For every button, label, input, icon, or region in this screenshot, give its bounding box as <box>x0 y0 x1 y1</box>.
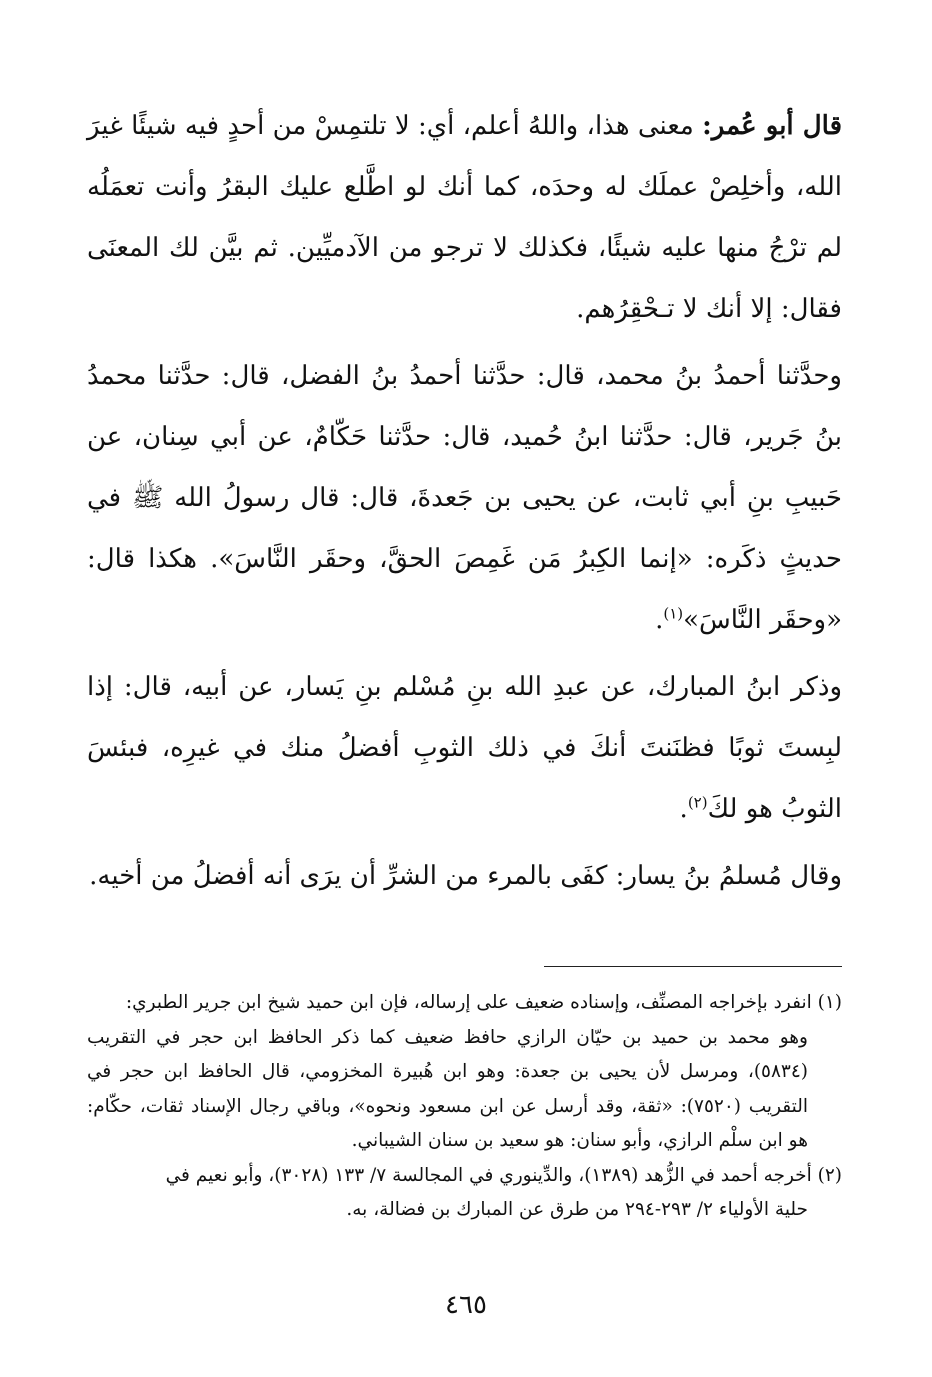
footnote-ref-1[interactable]: (١) <box>663 604 684 623</box>
footnotes <box>87 986 842 1228</box>
footnote-divider <box>544 966 842 967</box>
paragraph-3-text: وذكر ابنُ المبارك، عن عبدِ الله بنِ مُسْلم بنِ يَسار، عن أبيه، قال: إذا لبِستَ ثوبًا فظنَنتَ أنكَ في ذلك الثوبِ أفضلُ منك في غيرِه، فبئسَ الثوبُ هو لكَ <box>87 672 842 824</box>
footnote-1-first-line: (١) انفرد بإخراجه المصنِّف، وإسناده ضعيف على إرساله، فإن ابن حميد شيخ ابن جرير الطبري: <box>125 992 842 1013</box>
footnote-2-text: حلية الأولياء ٢/ ٢٩٣-٢٩٤ من طرق عن المبارك بن فضالة، به. <box>346 1199 808 1220</box>
paragraph-2 <box>87 346 842 651</box>
paragraph-4-text: وقال مُسلمُ بنُ يسار: كفَى بالمرء من الشرِّ أن يرَى أنه أفضلُ من أخيه. <box>89 861 842 891</box>
paragraph-1 <box>87 96 842 340</box>
paragraph-4 <box>87 846 842 907</box>
paragraph-2-text: وحدَّثنا أحمدُ بنُ محمد، قال: حدَّثنا أحمدُ بنُ الفضل، قال: حدَّثنا محمدُ بنُ جَرير، قال: حدَّثنا ابنُ حُميد، قال: حدَّثنا حَكّامٌ، عن أبي سِنان، عن حَبيبِ بنِ أبي ثابت، عن يحيى بن جَعدةَ، قال: قال رسولُ الله ﷺ في حديثٍ ذكَره: «إنما الكِبرُ مَن غَمِصَ الحقَّ، وحقَر النَّاسَ». هكذا قال: «وحقَر النَّاسَ» <box>87 361 842 635</box>
footnote-2-first-line: (٢) أخرجه أحمد في الزُّهد (١٣٨٩)، والدِّينوري في المجالسة ٧/ ١٣٣ (٣٠٢٨)، وأبو نعيم في <box>165 1164 842 1186</box>
main-text <box>87 96 842 913</box>
paragraph-3-end: . <box>679 794 688 824</box>
footnote-2 <box>87 1159 842 1228</box>
paragraph-1-lead: قال أبو عُمر: <box>702 111 843 141</box>
paragraph-3 <box>87 657 842 840</box>
page-number: ٤٦٥ <box>445 1290 487 1320</box>
paragraph-2-end: . <box>655 605 664 635</box>
footnote-1-text: وهو محمد بن حميد بن حيّان الرازي حافظ ضعيف كما ذكر الحافظ ابن حجر في التقريب (٥٨٣٤)، ومرسل لأن يحيى بن جعدة: وهو ابن هُبيرة المخزومي، قال الحافظ ابن حجر في التقريب (٧٥٢٠): «ثقة، وقد أرسل عن ابن مسعود ونحوه»، وباقي رجال الإسناد ثقات، حكّام: هو ابن سلْم الرازي، وأبو سنان: هو سعيد بن سنان الشيباني. <box>87 1026 808 1151</box>
footnote-1 <box>87 986 842 1159</box>
paragraph-1-text: معنى هذا، واللهُ أعلم، أي: لا تلتمِسْ من أحدٍ فيه شيئًا غيرَ الله، وأخلِصْ عملَك له وحدَه، كما أنك لو اطَّلع عليك البقرُ وأنت تعمَلُه لم ترْجُ منها عليه شيئًا، فكذلك لا ترجو من الآدميِّين. ثم بيَّن لك المعنَى فقال: إلا أنك لا تـحْقِرُهم. <box>87 111 842 324</box>
footnote-ref-2[interactable]: (٢) <box>687 793 708 812</box>
